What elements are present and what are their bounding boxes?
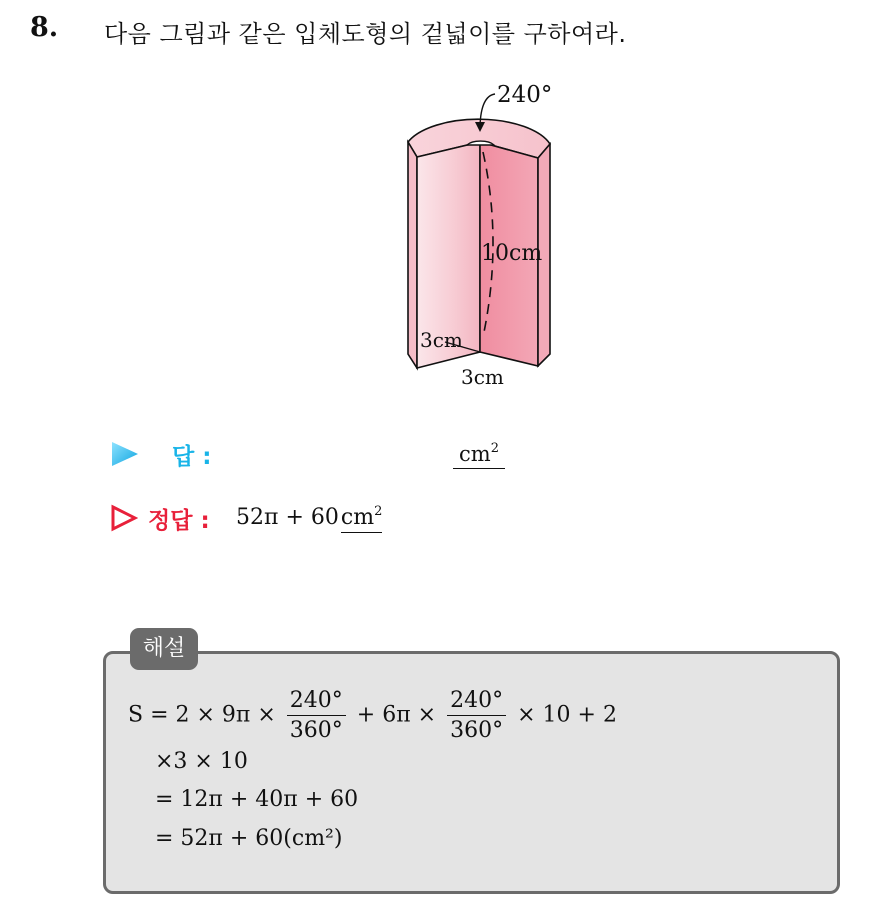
explanation-line-1-lhs: S = 2 × 9π × xyxy=(128,702,276,728)
question-number: 8. xyxy=(30,12,59,43)
explanation-line-3: = 12π + 40π + 60 xyxy=(155,787,359,812)
solution-arrow-icon xyxy=(110,504,138,532)
explanation-line-1 xyxy=(128,688,617,743)
radius-label-bottom: 3cm xyxy=(461,365,504,389)
answer-label: 답 : xyxy=(172,444,212,470)
solution-label: 정답 : xyxy=(148,508,210,534)
fraction-1 xyxy=(287,688,346,743)
solution-row xyxy=(110,502,530,542)
question-text: 다음 그림과 같은 입체도형의 겉넓이를 구하여라. xyxy=(104,20,627,48)
solid-figure xyxy=(395,72,570,392)
solution-unit: cm xyxy=(340,505,375,530)
answer-blank[interactable] xyxy=(453,441,505,469)
angle-label: 240° xyxy=(497,82,553,108)
explanation-line-4: = 52π + 60(cm²) xyxy=(155,826,343,851)
answer-unit: cm xyxy=(459,442,491,466)
fraction-1-denominator: 360° xyxy=(289,718,343,743)
solution-unit-group xyxy=(341,505,382,533)
answer-unit-exp: 2 xyxy=(490,441,499,456)
solid-left-curved-face xyxy=(408,142,417,368)
radius-label-left: 3cm xyxy=(420,328,463,352)
explanation-line-2: ×3 × 10 xyxy=(155,749,248,774)
fraction-1-numerator: 240° xyxy=(287,688,346,716)
height-label: 10cm xyxy=(481,241,543,266)
explanation-tab: 해설 xyxy=(130,628,198,670)
explanation-line-1-mid: + 6π × xyxy=(356,702,437,728)
answer-arrow-icon xyxy=(110,440,140,468)
solution-value: 52π + 60 xyxy=(236,505,339,530)
fraction-2 xyxy=(447,688,506,743)
answer-row xyxy=(110,438,530,478)
fraction-2-numerator: 240° xyxy=(447,688,506,716)
explanation-line-1-end: × 10 + 2 xyxy=(517,702,617,728)
fraction-2-denominator: 360° xyxy=(450,718,504,743)
solution-value-group xyxy=(236,504,382,530)
solution-unit-exp: 2 xyxy=(374,504,383,519)
